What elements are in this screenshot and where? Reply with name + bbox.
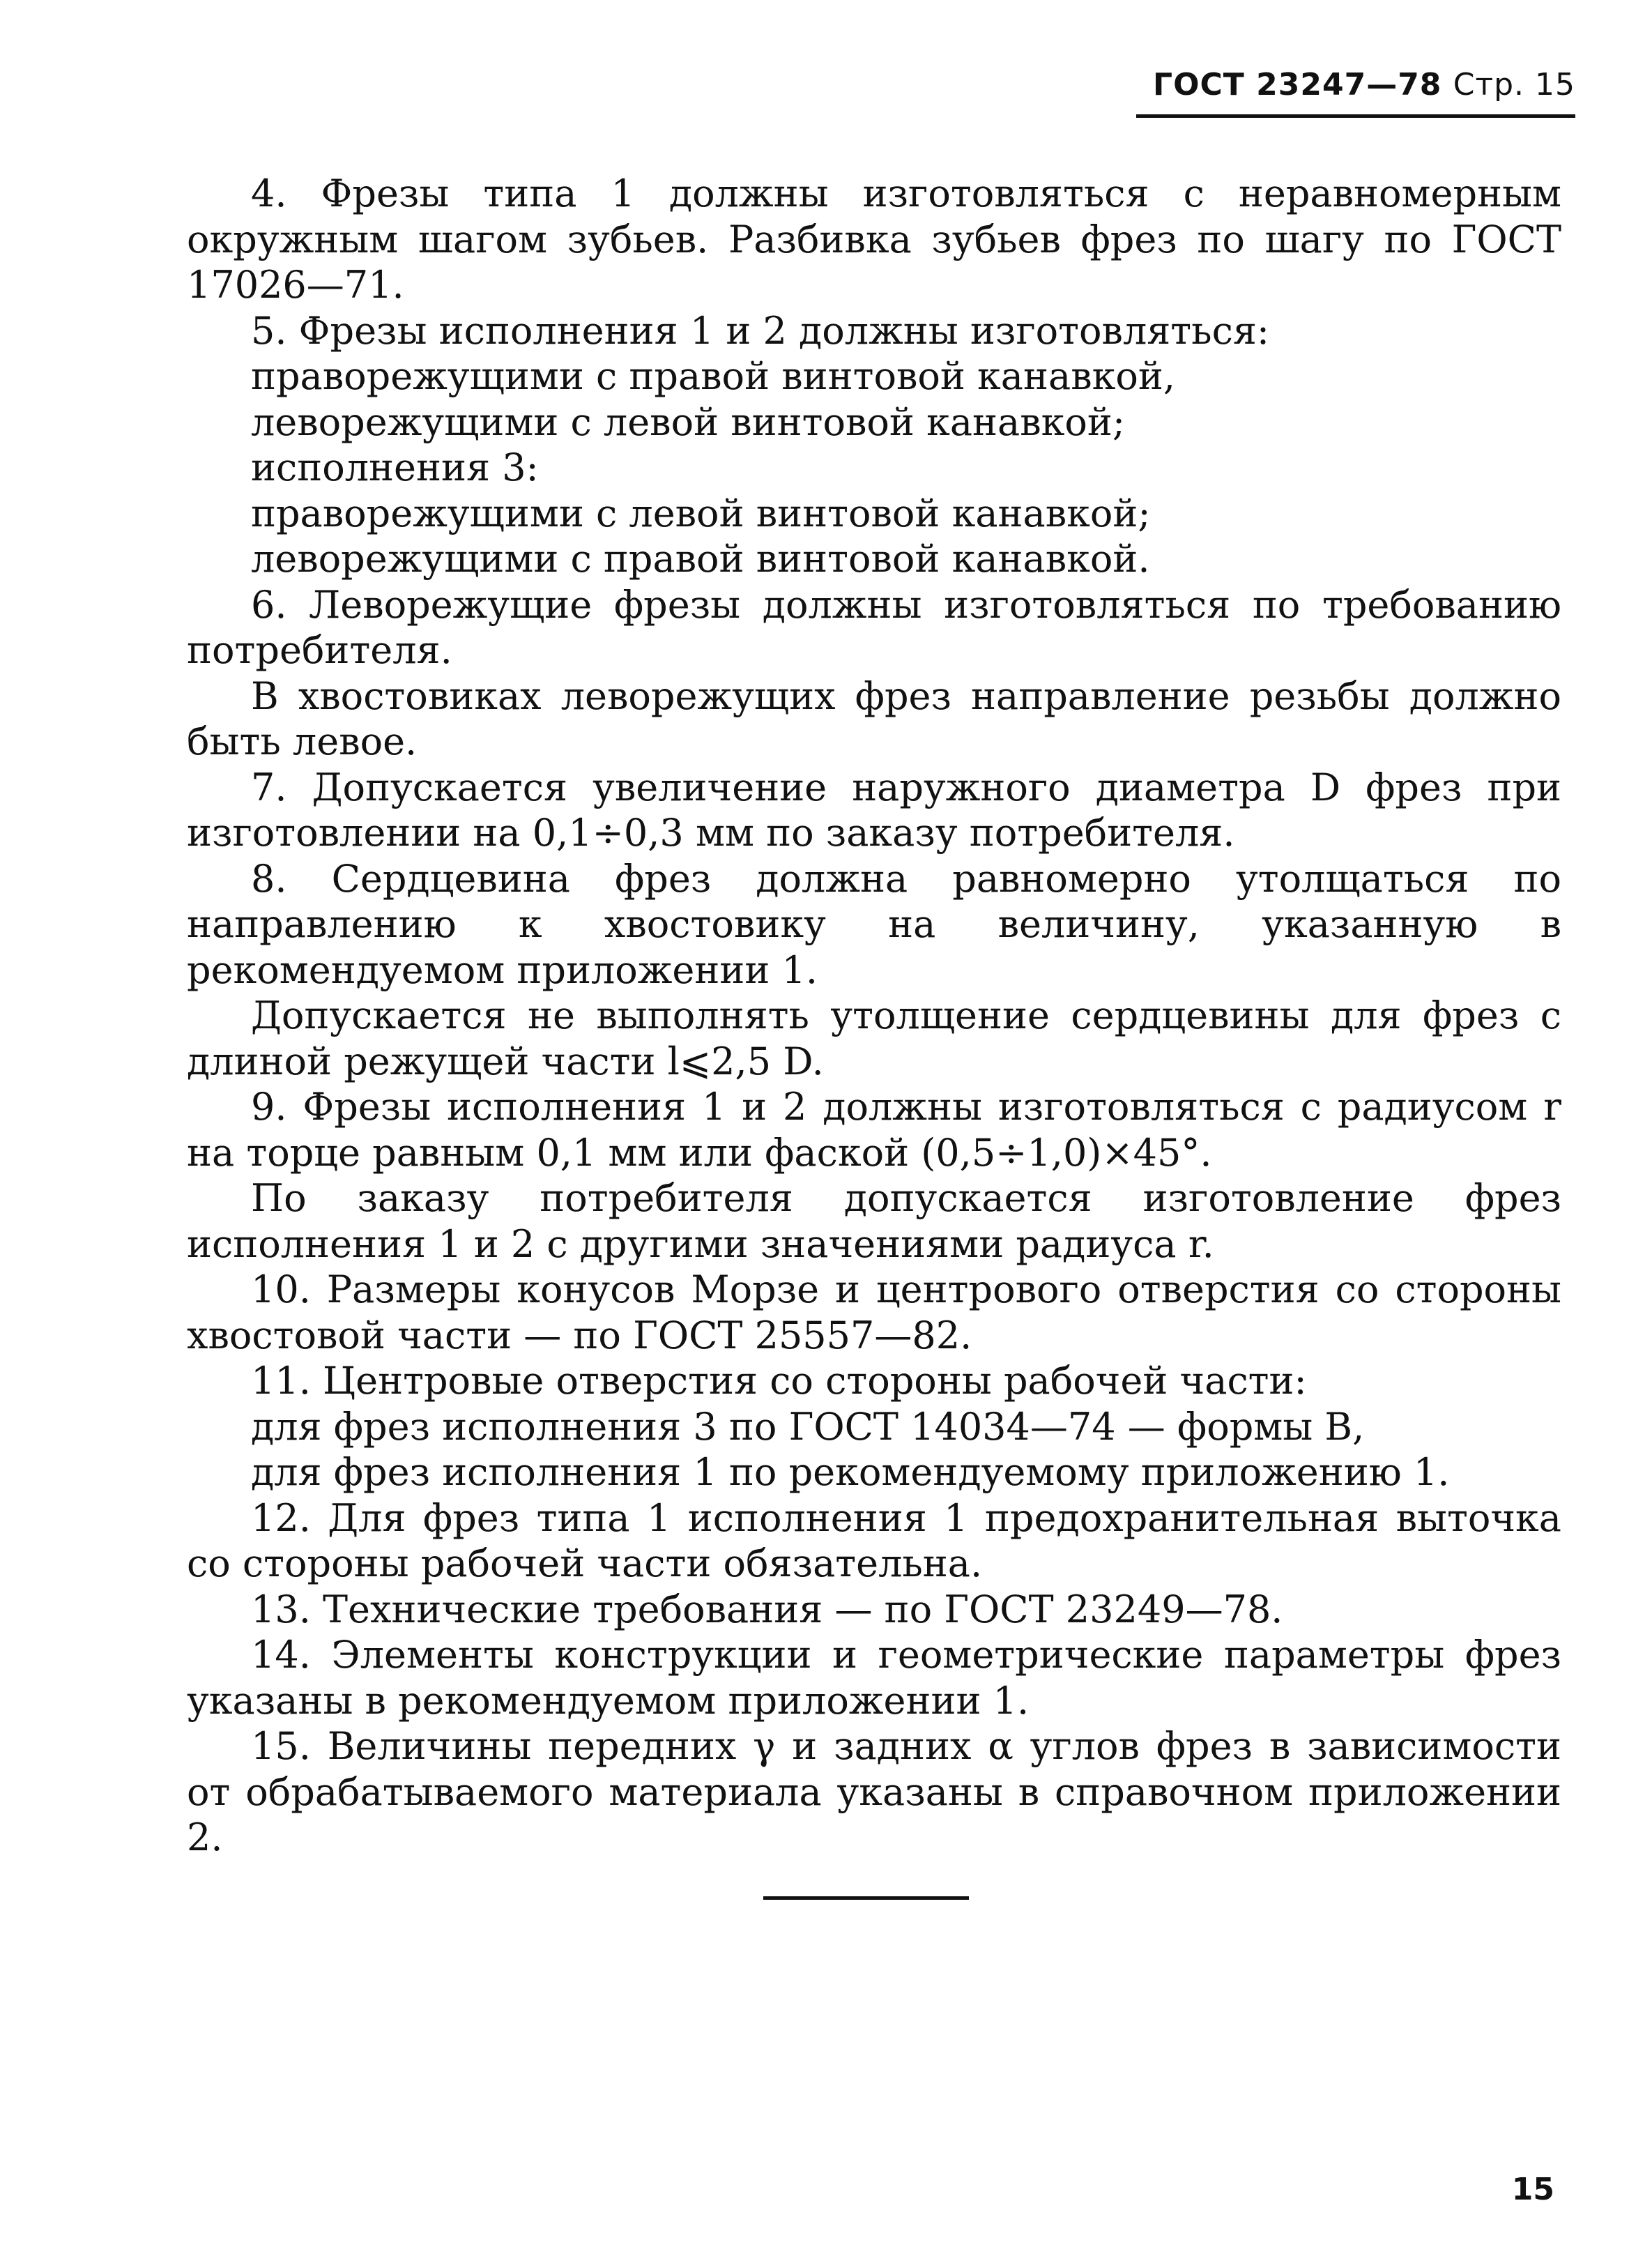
paragraph-11-line-1: для фрез исполнения 3 по ГОСТ 14034—74 — формы В, <box>251 1404 1365 1449</box>
paragraph-8: 8. Сердцевина фрез должна равномерно утолщаться по направлению к хвостовику на величину, указанную в рекомендуемом приложении 1. <box>187 856 1561 992</box>
page-header <box>1122 61 1575 123</box>
paragraph-10: 10. Размеры конусов Морзе и центрового отверстия со стороны хвостовой части — по ГОСТ 25557—82. <box>187 1267 1561 1357</box>
paragraph-5-line-4: праворежущими с левой винтовой канавкой; <box>251 491 1151 535</box>
paragraph-9: 9. Фрезы исполнения 1 и 2 должны изготовляться с радиусом r на торце равным 0,1 мм или фаской (0,5÷1,0)×45°. <box>187 1085 1561 1175</box>
page-number: 15 <box>1511 2172 1554 2207</box>
paragraph-11-intro: 11. Центровые отверстия со стороны рабочей части: <box>251 1359 1307 1403</box>
paragraph-5-line-2: леворежущими с левой винтовой канавкой; <box>251 399 1126 444</box>
paragraph-12: 12. Для фрез типа 1 исполнения 1 предохранительная выточка со стороны рабочей части обязательна. <box>187 1495 1561 1585</box>
paragraph-6b: В хвостовиках леворежущих фрез направление резьбы должно быть левое. <box>187 673 1561 763</box>
paragraph-7: 7. Допускается увеличение наружного диаметра D фрез при изготовлении на 0,1÷0,3 мм по заказу потребителя. <box>187 765 1561 855</box>
paragraph-14: 14. Элементы конструкции и геометрические параметры фрез указаны в рекомендуемом приложении 1. <box>187 1633 1561 1723</box>
paragraph-5-intro: 5. Фрезы исполнения 1 и 2 должны изготовляться: <box>251 308 1270 353</box>
paragraph-8b: Допускается не выполнять утолщение сердцевины для фрез с длиной режущей части l⩽2,5 D. <box>187 993 1561 1083</box>
paragraph-6: 6. Леворежущие фрезы должны изготовляться по требованию потребителя. <box>187 582 1561 672</box>
header-text <box>1153 67 1575 102</box>
paragraph-9b: По заказу потребителя допускается изготовление фрез исполнения 1 и 2 с другими значениями радиуса r. <box>187 1176 1561 1266</box>
standard-number: ГОСТ 23247—78 <box>1153 67 1442 102</box>
paragraph-5-line-1: праворежущими с правой винтовой канавкой, <box>251 354 1176 398</box>
paragraph-5-line-3: исполнения 3: <box>251 445 539 489</box>
end-rule <box>763 1896 969 1900</box>
paragraph-13: 13. Технические требования — по ГОСТ 23249—78. <box>251 1587 1283 1631</box>
paragraph-5-line-5: леворежущими с правой винтовой канавкой. <box>251 537 1150 581</box>
header-rule <box>1136 114 1575 118</box>
document-body <box>187 171 1561 1861</box>
header-page-label: Стр. 15 <box>1453 67 1575 102</box>
paragraph-11-line-2: для фрез исполнения 1 по рекомендуемому приложению 1. <box>251 1450 1450 1494</box>
paragraph-15: 15. Величины передних γ и задних α углов фрез в зависимости от обрабатываемого материала указаны в справочном приложении 2. <box>187 1724 1561 1859</box>
paragraph-4: 4. Фрезы типа 1 должны изготовляться с неравномерным окружным шагом зубьев. Разбивка зубьев фрез по шагу по ГОСТ 17026—71. <box>187 172 1561 307</box>
